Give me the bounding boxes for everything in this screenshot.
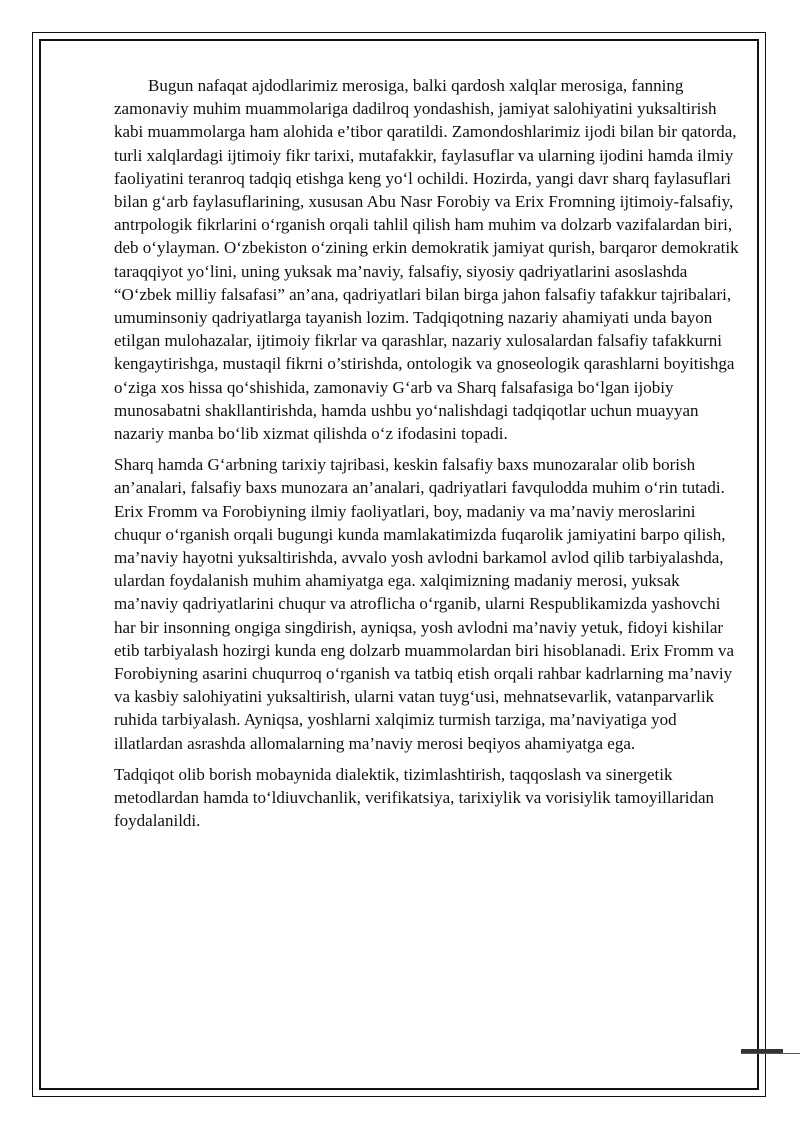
paragraph: Bugun nafaqat ajdodlarimiz merosiga, balki qardosh xalqlar merosiga, fanning zamonaviy muhim muammolariga dadilroq yondashish, jamiyat salohiyatini yuksaltirish kabi muammolarga ham alohida e’tibor qaratildi. Zamondoshlarimiz ijodi bilan bir qatorda, turli xalqlardagi ijtimoiy fikr tarixi, mutafakkir, faylasuflar va ularning ijodini hamda ilmiy faoliyatini teranroq tadqiq etishga keng yo‘l ochildi. Hozirda, yangi davr sharq faylasuflari bilan g‘arb faylasuflarining, xususan Abu Nasr Forobiy va Erix Fromning ijtimoiy-falsafiy, antrpologik fikrlarini o‘rganish orqali tahlil qilish ham muhim va dolzarb vazifalardan biri, deb o‘ylayman. O‘zbekiston o‘zining erkin demokratik jamiyat qurish, barqaror demokratik taraqqiyot yo‘lini, uning yuksak ma’naviy, falsafiy, siyosiy qadriyatlarini asoslashda “O‘zbek milliy falsafasi” an’ana, qadriyatlari bilan birga jahon falsafiy tafakkur tajribalari, umuminsoniy qadriyatlarga tayanish lozim. Tadqiqotning nazariy ahamiyati unda bayon etilgan mulohazalar, ijtimoiy fikrlar va qarashlar, nazariy xulosalardan falsafiy tafakkurni kengaytirishga, mustaqil fikrni o’stirishda, ontologik va gnoseologik qarashlarni boyitishga o‘ziga xos hissa qo‘shishida, zamonaviy G‘arb va Sharq falsafasiga bo‘lgan ijobiy munosabatni shakllantirishda, hamda ushbu yo‘nalishdagi tadqiqotlar uchun muayyan nazariy manba bo‘lib xizmat qilishda o‘z ifodasini topadi. — [114, 76, 739, 444]
corner-mark-thin-line — [741, 1053, 800, 1054]
paragraph: Tadqiqot olib borish mobaynida dialektik, tizimlashtirish, taqqoslash va sinergetik metodlardan hamda to‘ldiuvchanlik, verifikatsiya, tarixiylik va vorisiylik tamoyillaridan foydalanildi. — [114, 764, 715, 831]
paragraph: Sharq hamda G‘arbning tarixiy tajribasi, keskin falsafiy baxs munozaralar olib borish an’analari, falsafiy baxs munozara an’analari, qadriyatlari favqulodda muhim o‘rin tutadi. Erix Fromm va Forobiyning ilmiy faoliyatlari, boy, madaniy va ma’naviy meroslarini chuqur o‘rganish orqali bugungi kunda mamlakatimizda fuqarolik jamiyatini barpo qilish, ma’naviy hayotni yuksaltirishda, avvalo yosh avlodni barkamol avlod qilib tarbiyalashda, ulardan foydalanish muhim ahamiyatga ega. xalqimizning madaniy merosi, yuksak ma’naviy qadriyatlarini chuqur va atroflicha o‘rganib, ularni Respublikamizda yashovchi har bir insonning ongiga singdirish, ayniqsa, yosh avlodni ma’naviy yetuk, fidoyi kishilar etib tarbiyalash hozirgi kunda eng dolzarb muammolardan biri hisoblanadi. Erix Fromm va Forobiyning asarini chuqurroq o‘rganish va tatbiq etish orqali rahbar kadrlarning ma’naviy va kasbiy salohiyatini yuksaltirish, ularni vatan tuyg‘usi, mehnatsevarlik, vatanparvarlik ruhida tarbiyalash. Ayniqsa, yoshlarni xalqimiz turmish tarziga, ma’naviyatiga yod illatlardan asrashda allomalarning ma’naviy merosi beqiyos ahamiyatga ega. — [114, 455, 735, 753]
page-corner-mark — [741, 1049, 800, 1055]
document-body — [114, 74, 746, 841]
